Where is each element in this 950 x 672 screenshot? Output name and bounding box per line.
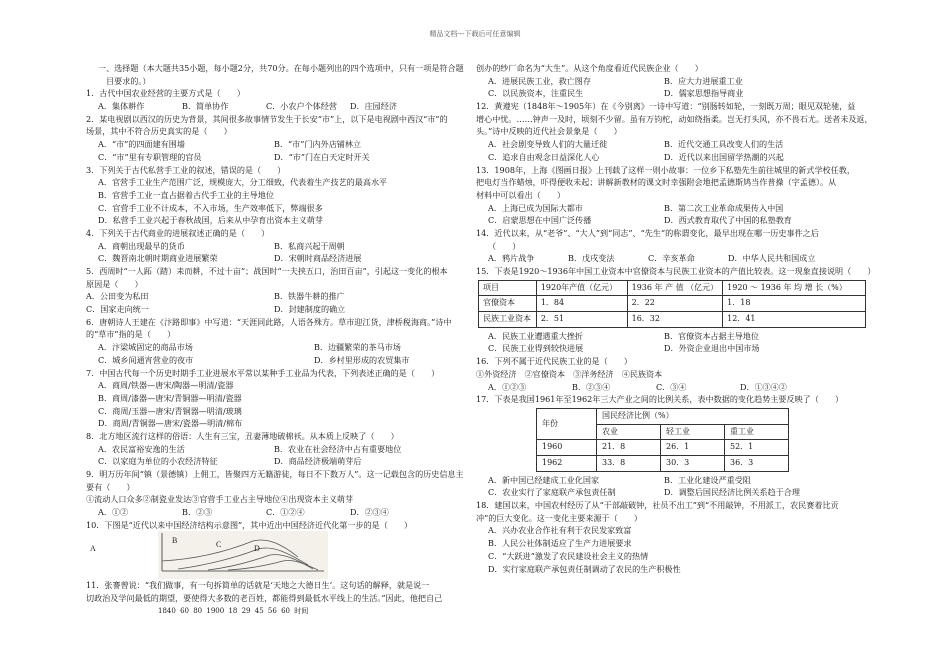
table-cell: 52．1 xyxy=(725,440,789,456)
q16-items: ①外资经济 ②官僚资本 ③洋务经济 ④民族资本 xyxy=(476,368,663,379)
option: B．私商兴起于周朝 xyxy=(274,240,345,251)
option: B．商周/漆器—唐宋/青铜器—明清/瓷器 xyxy=(98,392,242,403)
option: D．①③④② xyxy=(740,381,787,392)
q4-stem: 4．下列关于古代商业的进展叙述正确的是（ ） xyxy=(86,227,270,238)
q1-stem: 1．古代中国农业经营的主要方式是（ ） xyxy=(86,88,245,99)
q8-stem: 8．北方地区流行这样的俗语：人生有三宝，丑妻薄地破棉袄。从本质上反映了（ ） xyxy=(86,430,399,441)
section-intro-cont: 目要求的。） xyxy=(106,75,151,86)
option: B．人民公社体制适应了生产力进展要求 xyxy=(488,538,632,549)
q2-options-row1 xyxy=(86,138,466,151)
q17-stem: 17．下表是我国1961年至1962年三大产业之间的比例关系，表中数据的变化趋势主要反映了（ ） xyxy=(476,394,844,405)
q15-stem: 15．下表是1920～1936年中国工业资本中官僚资本与民族工业资本的产值比较表。这一现象直接说明（ ） xyxy=(476,266,876,276)
option: B．戊戌变法 xyxy=(568,253,615,264)
chart-label-a: A xyxy=(90,544,96,554)
option: C．民族工业得到较快进展 xyxy=(488,343,584,354)
table-row xyxy=(479,312,866,328)
chart-tick: 1840 xyxy=(158,606,176,615)
option: B．②③ xyxy=(182,507,213,518)
q17-table xyxy=(536,408,789,472)
q5-options-row1 xyxy=(86,290,466,303)
table-cell: 1936 年 产 值 （亿元） xyxy=(627,280,723,296)
option: C．城乡间通宵营业的夜市 xyxy=(98,354,194,365)
table-row xyxy=(537,456,789,472)
q9-stem: 9．明万历年间“镇（景德镇）上佣工，皆聚四方无籍游徒，每日不下数万人”。这一记载包含的历史信息主 xyxy=(86,469,464,479)
chart-tick: 18 xyxy=(228,606,238,615)
chart-label-d: D xyxy=(254,544,260,554)
left-column xyxy=(86,62,466,618)
table-cell: 12．41 xyxy=(723,312,866,328)
chart-label-b: B xyxy=(172,536,178,546)
q4-options-row1 xyxy=(86,240,466,253)
chart-label-c: C xyxy=(216,540,222,550)
chart-tick: 29 xyxy=(241,606,251,615)
table-cell: 36．3 xyxy=(725,456,789,472)
option: B．“市”门内外店铺林立 xyxy=(274,139,362,150)
q11-options-row2 xyxy=(476,87,866,100)
chart-tick: 1900 xyxy=(206,606,225,615)
option: A．兴办农业合作社有利于农民发家致富 xyxy=(488,525,632,536)
option: B．第二次工业革命成果传入中国 xyxy=(664,202,784,213)
page-header: 精品文档---下载后可任意编辑 xyxy=(429,30,521,38)
option: B．农业在社会经济中占有重要地位 xyxy=(274,443,402,454)
q16-options xyxy=(476,381,866,394)
chart-tick: 80 xyxy=(193,606,203,615)
table-cell: 30．3 xyxy=(661,456,725,472)
economic-structure-chart xyxy=(90,531,328,579)
q12-options-row1 xyxy=(476,138,866,151)
option: D．调整后国民经济比例关系趋于合理 xyxy=(664,487,800,498)
chart-tick: 60 xyxy=(180,606,189,615)
q16-stem: 16．下列不属于近代民族工业的是（ ） xyxy=(476,356,632,367)
option: A．公田变为私田 xyxy=(86,291,149,302)
table-cell: 33．8 xyxy=(597,456,661,472)
q14-stem: 14．近代以来，从“老爷”、“大人”到“同志”、“先生”的称谓变化，最早出现在哪一历史事件之后 xyxy=(476,227,819,238)
option: B．工业化建设严重受阻 xyxy=(664,474,751,485)
option: C．国家走向统一 xyxy=(86,304,149,315)
option: A．①② xyxy=(98,507,129,518)
option: B．应大力进展重工业 xyxy=(664,75,743,86)
q2-options-row2 xyxy=(86,151,466,164)
q6-options-row1 xyxy=(86,341,466,354)
option: D．商周/青铜器—唐宋/瓷器—明清/棉布 xyxy=(98,418,243,429)
q12-stem: 12．黄遵宪（1848年～1905年）在《今别离》一诗中写道：“别肠转如轮，一刻既万周；眼见双轮驰，益 xyxy=(476,101,856,112)
q2-stem: 2．某电视剧以西汉的历史为背景，其间很多故事情节发生于长安“市”上，以下是电视剧中西汉“市”的 xyxy=(86,113,448,124)
option: B．官营手工业一直占据着古代手工业的主导地位 xyxy=(98,189,274,200)
q18-stem-cont: 冲”的巨大变化。这一变化主要来源于（ ） xyxy=(476,512,643,523)
option: C．追求自由观念日益深化人心 xyxy=(488,151,600,162)
table-cell: 1．18 xyxy=(723,296,866,312)
chart-svg xyxy=(90,531,328,579)
q6-stem: 6．唐朝诗人王建在《汴路即事》中写道：“天涯同此路，人语各殊方。草市迎江货，津桥税海商。”诗中 xyxy=(86,316,452,327)
option: C．小农户个体经营 xyxy=(266,101,337,112)
q15-options-row2 xyxy=(476,342,866,355)
table-row xyxy=(479,280,866,296)
q6-options-row2 xyxy=(86,354,466,367)
table-cell: 民族工业资本 xyxy=(479,312,537,328)
option: D．儒家思想指导商业 xyxy=(664,88,744,99)
option: D．外资企业退出中国市场 xyxy=(664,343,760,354)
q11-stem-cont: 切政治及学问最低的期望，要使得大多数的老百姓，都能得到最低水平线上的生活。”因此，他把自己 xyxy=(86,593,443,604)
chart-tick: 60 xyxy=(281,606,290,615)
option: A．上海已成为国际大都市 xyxy=(488,202,583,213)
table-cell: 16．32 xyxy=(627,312,723,328)
q5-stem: 5．西周时“一人跖（踏）耒而耕，不过十亩”；战国时“一夫挟五口，治田百亩”，引起这一变化的根本 xyxy=(86,266,448,276)
option: A．汴梁城固定的商品市场 xyxy=(98,342,193,353)
q13-options-row1 xyxy=(476,202,866,215)
table-cell: 2．51 xyxy=(536,312,627,328)
option: D．②③④ xyxy=(350,507,389,518)
option: B．简单协作 xyxy=(182,101,229,112)
section-intro: 一、选择题（本大题共35小题，每小题2分，共70分。在每小题列出的四个选项中，只有一项是符合题 xyxy=(98,63,464,73)
option: D．近代以来出国留学热潮的兴起 xyxy=(664,151,784,162)
q9-items: ①流动人口众多②制瓷业发达③官营手工业占主导地位④出现资本主义萌芽 xyxy=(86,494,354,505)
option: B．边疆繁荣的茶马市场 xyxy=(314,342,401,353)
q11-stem-cont2: 创办的纱厂命名为“大生”。从这个角度看近代民族企业（ ） xyxy=(476,63,703,73)
chart-tick: 56 xyxy=(267,606,277,615)
option: C．“大跃进”激发了农民建设社会主义的热情 xyxy=(488,550,649,561)
q9-stem-cont: 要有（ ） xyxy=(86,481,135,492)
option: A．社会剧变导致人们的大量迁徙 xyxy=(488,139,608,150)
q17-options-row2 xyxy=(476,486,866,499)
option: D．西式教育取代了中国的私塾教育 xyxy=(664,215,792,226)
q2-stem-cont: 场景，其中不符合历史真实的是（ ） xyxy=(86,126,232,137)
table-cell: 国民经济比例（%） xyxy=(597,408,789,424)
q15-options-row1 xyxy=(476,330,866,343)
option: D．商品经济极端萌芽后 xyxy=(274,456,362,467)
chart-background xyxy=(158,531,328,579)
table-cell: 26．1 xyxy=(661,440,725,456)
option: A．鸦片战争 xyxy=(488,253,535,264)
q13-stem: 13．1908年，上海《图画日报》上刊载了这样一则小故事：一位乡下私塾先生前往城里的新式学校任教， xyxy=(476,164,855,175)
q13-stem-cont2: 材料中可以看出（ ） xyxy=(476,189,566,200)
q5-stem-cont: 原因是（ ） xyxy=(86,278,143,289)
option: A．官营手工业生产范围广泛，规模庞大，分工细致，代表着生产技艺的最高水平 xyxy=(98,177,388,188)
table-cell: 1920 ～ 1936 年 均 增 长（%） xyxy=(723,280,866,296)
option: C．农业实行了家庭联产承包责任制 xyxy=(488,487,616,498)
table-row xyxy=(537,440,789,456)
q6-stem-cont: 的“草市”指的是（ ） xyxy=(86,329,176,340)
option: B．近代交通工具改变人们的生活 xyxy=(664,139,784,150)
option: A．农民富裕安逸的生活 xyxy=(98,443,185,454)
option: A．新中国已经建成工业化国家 xyxy=(488,474,600,485)
table-cell: 轻工业 xyxy=(661,424,725,440)
q3-stem: 3．下列关于古代私营手工业的叙述，错误的是（ ） xyxy=(86,164,286,175)
q10-stem: 10．下图是“近代以来中国经济结构示意图”，其中近出中国经济近代化第一步的是（ ） xyxy=(86,519,413,530)
q1-options xyxy=(86,100,466,113)
q13-stem-cont: 把电灯当作蜡烛，吓得便收未起；讲解新教材的课文时幸强附会地把孟德斯鸠当作普操（字孟德）。从 xyxy=(476,177,837,188)
option: D．“市”门在白天定时开关 xyxy=(274,151,370,162)
table-cell: 农业 xyxy=(597,424,661,440)
option: D．封建制度的确立 xyxy=(274,304,346,315)
option: C．①②④ xyxy=(266,507,305,518)
q12-stem-cont: 增心中忧。……钟声一及时，顷刻不少留。虽有万钧柁，动如绕指柔。岂无打头风，亦不畏石尤。送者未及返， xyxy=(476,113,873,124)
option: C．③④ xyxy=(656,381,687,392)
option: D．宋朝时商品经济进展 xyxy=(274,253,362,264)
option: A．“市”的四面建有围墙 xyxy=(98,139,185,150)
table-cell: 2．22 xyxy=(627,296,723,312)
table-cell: 1962 xyxy=(537,456,597,472)
option: C．以家庭为单位的小农经济特征 xyxy=(98,456,218,467)
table-cell: 重工业 xyxy=(725,424,789,440)
q13-options-row2 xyxy=(476,214,866,227)
option: C．以民族资本，注重民生 xyxy=(488,88,584,99)
q8-options-row2 xyxy=(86,455,466,468)
table-row xyxy=(537,408,789,424)
option: B．②③④ xyxy=(572,381,611,392)
q12-stem-cont2: 头。”诗中反映的近代社会景象是（ ） xyxy=(476,126,622,137)
option: B．官僚资本占据主导地位 xyxy=(664,330,759,341)
table-cell: 1960 xyxy=(537,440,597,456)
option: C．辛亥革命 xyxy=(648,253,695,264)
option: A．民族工业遭遇重大挫折 xyxy=(488,330,583,341)
table-cell: 1．84 xyxy=(536,296,627,312)
table-cell: 21．8 xyxy=(597,440,661,456)
q15-table xyxy=(478,280,866,328)
option: C．魏晋南北朝时期商业进展繁荣 xyxy=(98,253,218,264)
table-cell: 年份 xyxy=(537,408,597,439)
option: A．集体耕作 xyxy=(98,101,145,112)
table-row xyxy=(479,296,866,312)
q11-options-row1 xyxy=(476,75,866,88)
option: D．实行家庭联产承包责任制调动了农民的生产积极性 xyxy=(488,563,681,574)
q9-options xyxy=(86,506,466,519)
option: D．中华人民共和国成立 xyxy=(728,253,816,264)
option: A．进展民族工业，救亡图存 xyxy=(488,75,591,86)
q4-options-row2 xyxy=(86,252,466,265)
chart-x-ticks xyxy=(86,605,466,618)
option: C．官营手工业不计成本，不入市场，生产效率低下，弊端很多 xyxy=(98,202,323,213)
q17-options-row1 xyxy=(476,474,866,487)
option: A．商朝出现最早的货币 xyxy=(98,240,185,251)
q8-options-row1 xyxy=(86,443,466,456)
right-column xyxy=(476,62,876,575)
q12-options-row2 xyxy=(476,151,866,164)
table-cell: 官僚资本 xyxy=(479,296,537,312)
option: A．①②③ xyxy=(488,381,527,392)
option: A．商周/铁器—唐宋/陶器—明清/瓷器 xyxy=(98,380,234,391)
q14-options xyxy=(476,252,866,265)
option: C．商周/玉器—唐宋/青铜器—明清/玻璃 xyxy=(98,405,242,416)
option: C．“市”里有专职管理的官员 xyxy=(98,151,202,162)
q14-stem-cont: （ ） xyxy=(488,240,521,251)
option: D．私营手工业兴起于春秋战国，后来从中孕育出资本主义萌芽 xyxy=(98,215,324,226)
q11-stem: 11．张謇曾说：“我们做事，有一句拆简单的话就是‘天地之大德日生’。这句话的解释，就是说一 xyxy=(86,580,430,591)
q5-options-row2 xyxy=(86,303,466,316)
option: D．庄园经济 xyxy=(350,101,397,112)
q7-stem: 7．中国古代每一个历史时期手工业进展水平常以某种手工业品为代表，下列表述正确的是（ ） xyxy=(86,367,440,378)
q18-stem: 18．建国以来，中国农村经历了从“干部敲破钟，社员不出工”到“不用敲钟，不用派工，农民赛着比贡 xyxy=(476,500,839,511)
table-cell: 1920年产值（亿元） xyxy=(536,280,627,296)
table-cell: 项目 xyxy=(479,280,537,296)
option: C．启蒙思想在中国广泛传播 xyxy=(488,215,592,226)
chart-tick: 45 xyxy=(254,606,264,615)
option: B．铁器牛耕的推广 xyxy=(274,291,345,302)
option: D．乡村里形成的农贸集市 xyxy=(314,354,410,365)
chart-tick: 时间 xyxy=(294,606,309,615)
